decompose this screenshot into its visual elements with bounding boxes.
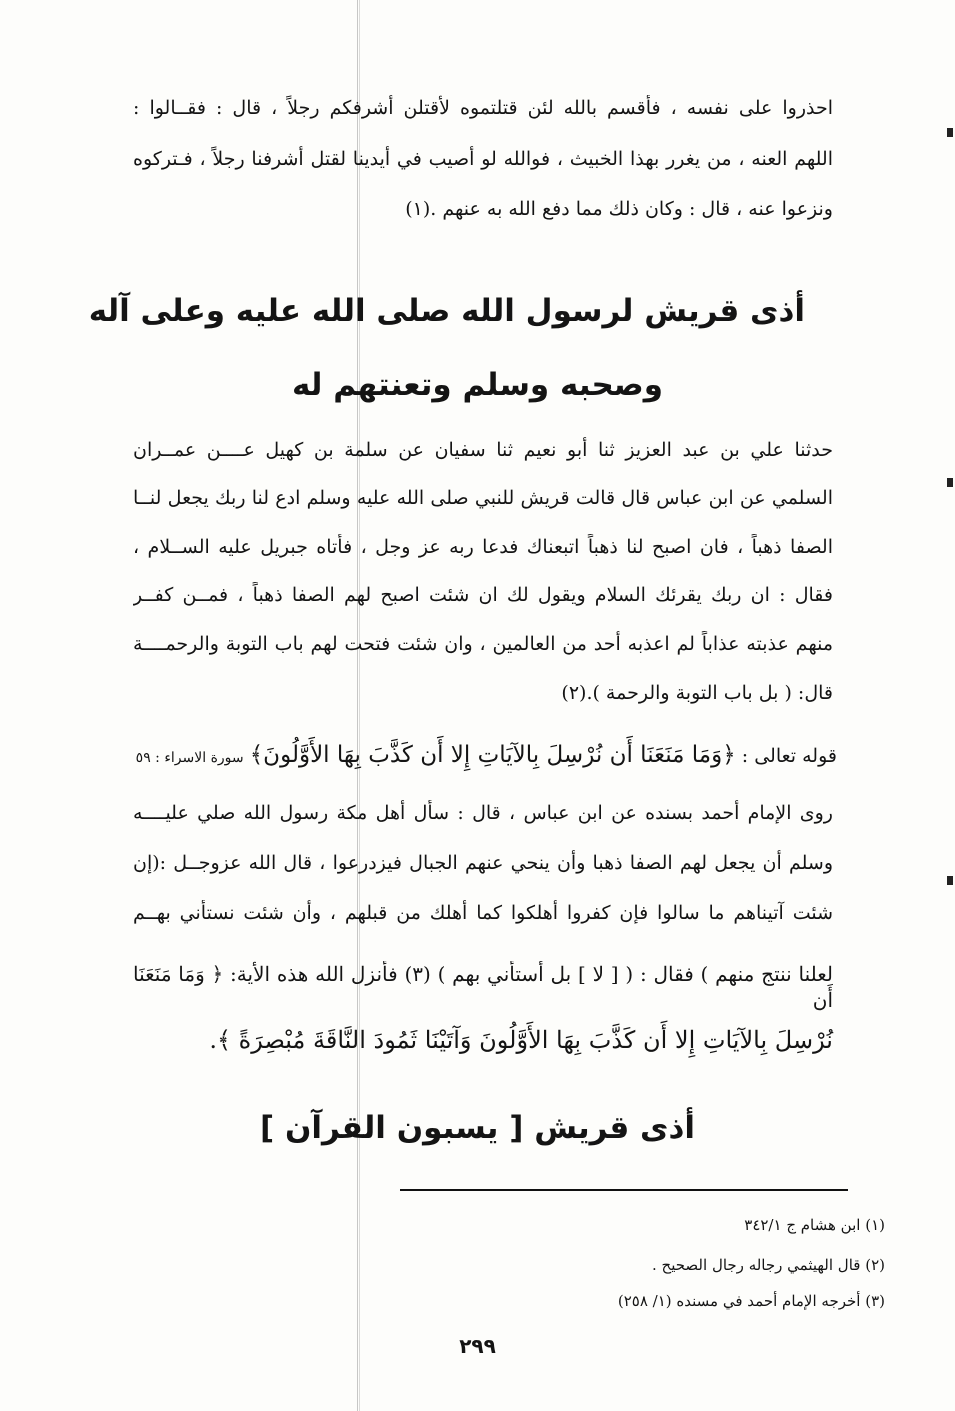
- narration-line: وسلم أن يجعل لهم الصفا ذهبا وأن ينحي عنهم الجبال فيزدرعوا ، قال الله عزوجــل :(إن: [133, 852, 833, 874]
- paragraph-line: حدثنا علي بن عبد العزيز ثنا أبو نعيم ثنا سفيان عن سلمة بن كهيل عــــن عمــران: [133, 439, 833, 461]
- footnote: (١) ابن هشام ج ٣٤٢/١: [744, 1216, 885, 1234]
- section-heading-line1: أذى قريش لرسول الله صلى الله عليه وعلى آله: [88, 293, 805, 329]
- margin-mark: [947, 128, 953, 137]
- footnote: (٢) قال الهيثمي رجاله رجال الصحيح .: [652, 1256, 885, 1274]
- section2-heading: أذى قريش [ يسبون القرآن ]: [260, 1110, 695, 1146]
- scan-fold-line-shadow: [359, 0, 360, 1411]
- intro-line: ونزعوا عنه ، قال : وكان ذلك مما دفع الله به عنهم .(١): [405, 198, 833, 220]
- margin-mark: [947, 478, 953, 487]
- margin-mark: [947, 876, 953, 885]
- page-number: ٢٩٩: [459, 1334, 496, 1358]
- paragraph-line: منهم عذبته عذاباً لم اعذبه أحد من العالمين ، وان شئت فتحت لهم باب التوبة والرحمــــة: [133, 633, 833, 655]
- intro-line: احذروا على نفسه ، فأقسم بالله لئن قتلتموه لأقتلن أشرفكم رجلاً ، قال : فقــالوا :: [133, 97, 833, 119]
- narration-line: لعلنا ننتج منهم ) فقال : ( [ لا ] بل أستأني بهم ) (٣) فأنزل الله هذه الأية: ﴿ وَمَا مَنَعَنَا أَن: [133, 962, 833, 1012]
- section-heading-line2: وصحبه وسلم وتعنتهم له: [291, 367, 664, 403]
- footnote-separator: [400, 1189, 848, 1191]
- paragraph-line: قال: ( بل باب التوبة والرحمة ).(٢): [561, 682, 833, 704]
- verse-reference: سورة الاسراء : ٥٩: [135, 750, 244, 766]
- closing-verse: نُرْسِلَ بِالآيَاتِ إِلا أَن كَذَّبَ بِهَا الأَوَّلُونَ وَآتَيْنَا ثَمُودَ النَّاقَةَ مُبْصِرَةً ﴾.: [209, 1026, 833, 1054]
- narration-line: شئت آتيناهم ما سالوا فإن كفروا أهلكوا كما أهلك من قبلهم ، وأن شئت نستأني بهــم: [133, 902, 833, 924]
- verse-text: ﴿وَمَا مَنَعَنَا أَن نُرْسِلَ بِالآيَاتِ إِلا أَن كَذَّبَ بِهَا الأَوَّلُونَ﴾: [249, 742, 736, 768]
- footnote: (٣) أخرجه الإمام أحمد في مسنده (١/ ٢٥٨): [617, 1292, 885, 1310]
- paragraph-line: الصفا ذهباً ، فان اصبح لنا ذهباً اتبعناك فدعا ربه عز وجل ، فأتاه جبريل عليه الســلام ،: [133, 536, 833, 558]
- intro-line: اللهم العنه ، من يغرر بهذا الخبيث ، فوالله لو أصيب في أيدينا لقتل أشرفنا رجلاً ، فـتركوه: [133, 148, 833, 170]
- paragraph-line: السلمي عن ابن عباس قال قالت قريش للنبي صلى الله عليه وسلم ادع لنا ربك يجعل لنــا: [133, 487, 833, 509]
- verse-line: [135, 742, 837, 771]
- narration-line: روى الإمام أحمد بسنده عن ابن عباس ، قال : سأل أهل مكة رسول الله صلي عليــــه: [133, 802, 833, 824]
- scan-fold-line: [357, 0, 358, 1411]
- paragraph-line: فقال : ان ربك يقرئك السلام ويقول لك ان شئت اصبح لهم الصفا ذهباً ، فمــن كفــر: [133, 584, 833, 606]
- verse-intro: قوله تعالى :: [741, 745, 837, 767]
